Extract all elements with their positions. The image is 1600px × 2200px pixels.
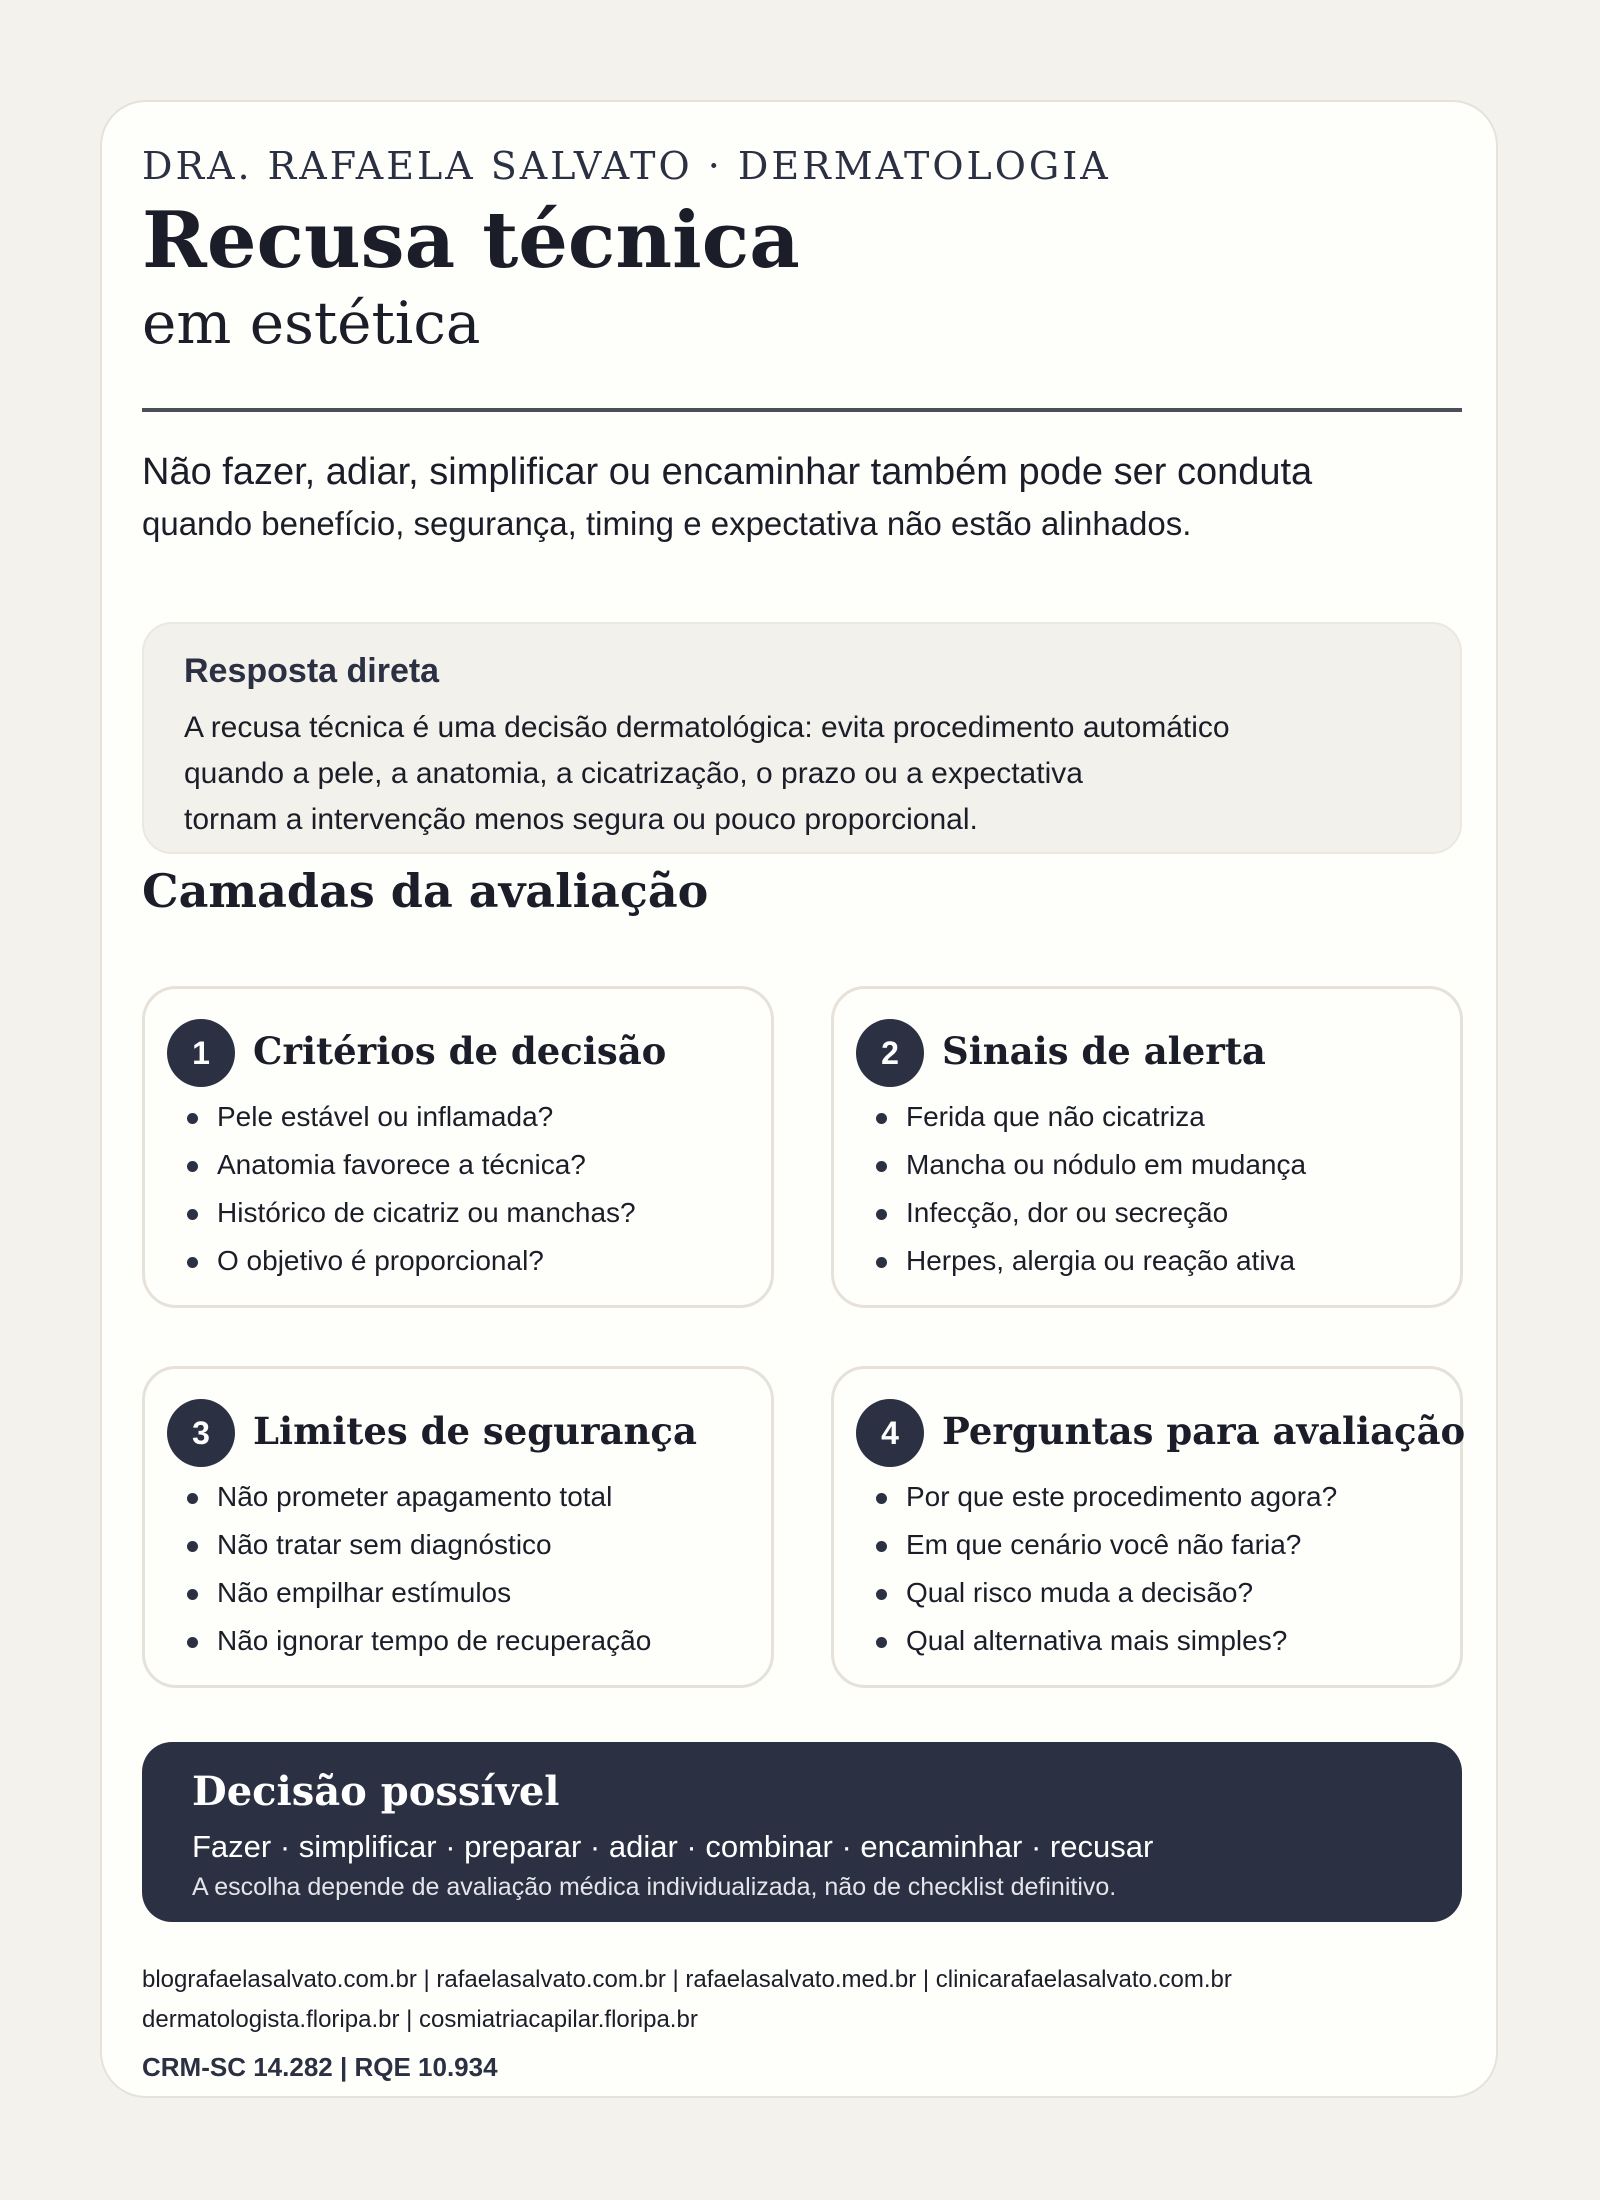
box-list: [187, 1093, 636, 1285]
step-number-badge: 4: [856, 1399, 924, 1467]
list-item: Qual risco muda a decisão?: [876, 1569, 1337, 1617]
infographic-card: [100, 100, 1498, 2098]
box-title: Perguntas para avaliação: [942, 1409, 1466, 1453]
list-item: Não prometer apagamento total: [187, 1473, 651, 1521]
decision-options: Fazer · simplificar · preparar · adiar · combinar · encaminhar · recusar: [192, 1829, 1154, 1864]
list-item: Não ignorar tempo de recuperação: [187, 1617, 651, 1665]
list-item: O objetivo é proporcional?: [187, 1237, 636, 1285]
section-title: Camadas da avaliação: [142, 864, 709, 918]
answer-line: quando a pele, a anatomia, a cicatrização, o prazo ou a expectativa: [184, 757, 1083, 790]
list-item: Por que este procedimento agora?: [876, 1473, 1337, 1521]
box-title: Limites de segurança: [253, 1409, 697, 1453]
list-item: Mancha ou nódulo em mudança: [876, 1141, 1306, 1189]
list-item: Ferida que não cicatriza: [876, 1093, 1306, 1141]
footer-links-line: blografaelasalvato.com.br | rafaelasalvato.com.br | rafaelasalvato.med.br | clinicarafaelasalvato.com.br: [142, 1966, 1232, 1993]
box-title: Critérios de decisão: [253, 1029, 667, 1073]
criteria-box: [142, 986, 774, 1308]
list-item: Não tratar sem diagnóstico: [187, 1521, 651, 1569]
step-number-badge: 3: [167, 1399, 235, 1467]
warning-signs-box: [831, 986, 1463, 1308]
list-item: Infecção, dor ou secreção: [876, 1189, 1306, 1237]
page-title: Recusa técnica: [142, 195, 800, 286]
direct-answer-box: [142, 622, 1462, 854]
list-item: Anatomia favorece a técnica?: [187, 1141, 636, 1189]
lead-text: [142, 446, 1462, 550]
list-item: Histórico de cicatriz ou manchas?: [187, 1189, 636, 1237]
author-eyebrow: DRA. RAFAELA SALVATO · DERMATOLOGIA: [142, 144, 1111, 188]
list-item: Herpes, alergia ou reação ativa: [876, 1237, 1306, 1285]
answer-line: tornam a intervenção menos segura ou pouco proporcional.: [184, 803, 978, 836]
footer-links: [142, 1960, 1232, 2040]
direct-answer-heading: Resposta direta: [184, 652, 440, 690]
safety-limits-box: [142, 1366, 774, 1688]
step-number-badge: 2: [856, 1019, 924, 1087]
lead-line: Não fazer, adiar, simplificar ou encaminhar também pode ser conduta: [142, 451, 1313, 493]
box-list: [876, 1093, 1306, 1285]
box-title: Sinais de alerta: [942, 1029, 1266, 1073]
list-item: Pele estável ou inflamada?: [187, 1093, 636, 1141]
evaluation-questions-box: [831, 1366, 1466, 1688]
direct-answer-text: [184, 705, 1420, 843]
footer-links-line: dermatologista.floripa.br | cosmiatriacapilar.floripa.br: [142, 2006, 698, 2033]
box-list: [876, 1473, 1337, 1665]
possible-decision-banner: [142, 1742, 1462, 1922]
decision-note: A escolha depende de avaliação médica individualizada, não de checklist definitivo.: [192, 1873, 1117, 1901]
list-item: Não empilhar estímulos: [187, 1569, 651, 1617]
step-number-badge: 1: [167, 1019, 235, 1087]
box-list: [187, 1473, 651, 1665]
list-item: Qual alternativa mais simples?: [876, 1617, 1337, 1665]
answer-line: A recusa técnica é uma decisão dermatológica: evita procedimento automático: [184, 711, 1230, 744]
list-item: Em que cenário você não faria?: [876, 1521, 1337, 1569]
medical-registration: CRM-SC 14.282 | RQE 10.934: [142, 2052, 498, 2082]
page-subtitle: em estética: [142, 289, 481, 357]
title-divider: [142, 408, 1462, 412]
decision-title: Decisão possível: [192, 1768, 560, 1815]
lead-line: quando benefício, segurança, timing e expectativa não estão alinhados.: [142, 505, 1192, 542]
